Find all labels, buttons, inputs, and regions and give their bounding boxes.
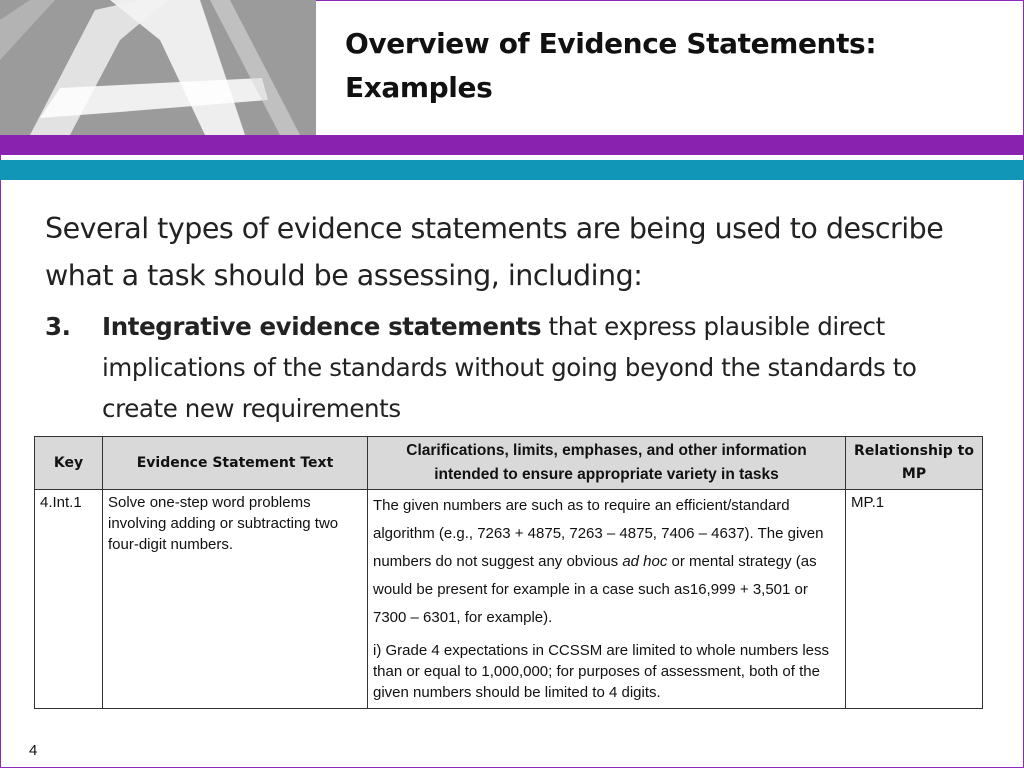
cell-key: 4.Int.1 [35, 490, 103, 709]
table-row [35, 490, 983, 709]
header-relationship: Relationship to MP [846, 437, 983, 490]
list-item [45, 306, 985, 429]
table-header-row [35, 437, 983, 490]
title-line-1: Overview of Evidence Statements: [345, 27, 877, 60]
stylized-letter-a-icon [0, 0, 316, 135]
teal-divider-bar [0, 160, 1024, 180]
title-line-2: Examples [345, 71, 493, 104]
list-item-bold-text: Integrative evidence statements [102, 312, 542, 341]
logo [0, 0, 316, 135]
slide-title [345, 22, 1005, 110]
clarification-italic: ad hoc [622, 553, 668, 570]
list-item-text: that express plausible direct implications of the standards without going beyond the standards to create new requirements [102, 312, 917, 423]
intro-paragraph: Several types of evidence statements are being used to describe what a task should be assessing, including: [45, 212, 944, 292]
cell-clarifications [368, 490, 846, 709]
header-clarifications: Clarifications, limits, emphases, and other information intended to ensure appropriate variety in tasks [368, 437, 846, 490]
cell-relationship: MP.1 [846, 490, 983, 709]
evidence-statement-table [34, 436, 983, 709]
page-number: 4 [29, 742, 38, 759]
list-item-body [102, 306, 985, 429]
cell-evidence-text: Solve one-step word problems involving adding or subtracting two four-digit numbers. [103, 490, 368, 709]
header-key: Key [35, 437, 103, 490]
clarification-part-1: The given numbers are such as to require an efficient/standard algorithm (e.g., 7263 + 4875, 7263 – 4875, 7406 – 4637). The given numbers do not suggest any obvious [373, 497, 824, 570]
purple-divider-bar [0, 135, 1024, 155]
list-number: 3. [45, 312, 71, 341]
clarification-note: i) Grade 4 expectations in CCSSM are limited to whole numbers less than or equal to 1,000,000; for purposes of assessment, both of the given numbers should be limited to 4 digits. [373, 642, 830, 701]
clarification-part-2: or mental strategy (as would be present for example in a case such as16,999 + 3,501 or 7300 – 6301, for example). [373, 553, 817, 626]
header-evidence-text: Evidence Statement Text [103, 437, 368, 490]
